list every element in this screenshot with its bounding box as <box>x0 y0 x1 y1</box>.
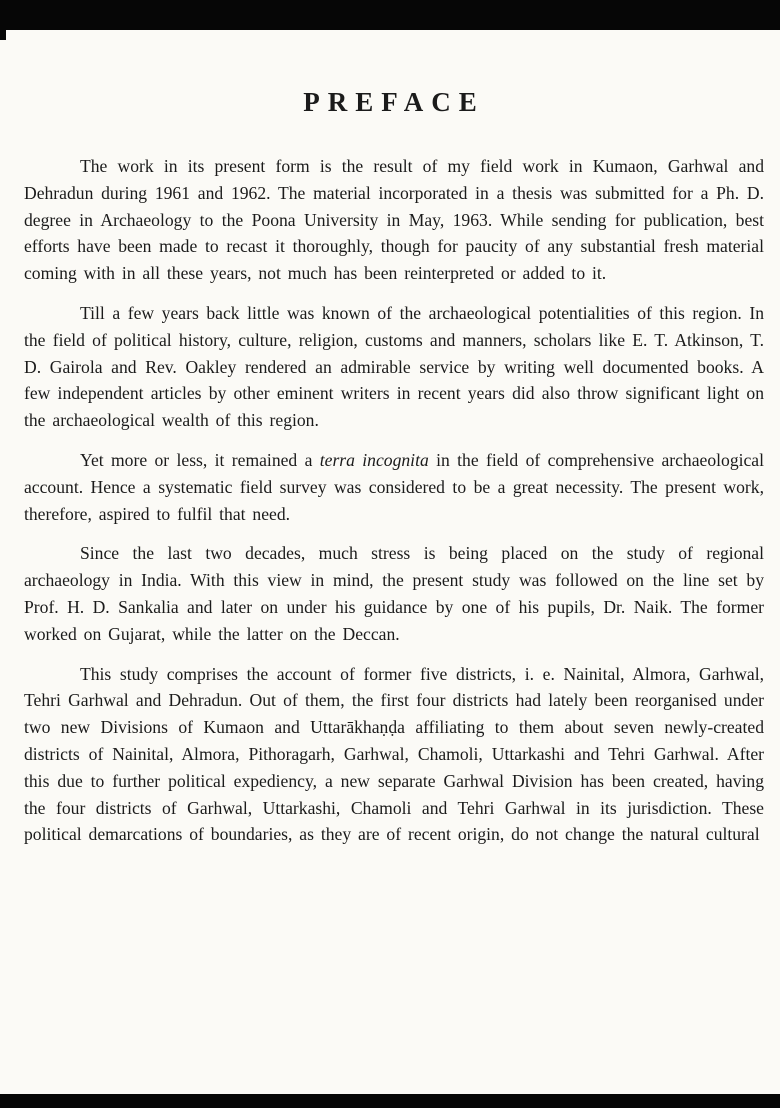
page-title: PREFACE <box>303 87 485 117</box>
scan-artifact-top-bar <box>0 0 780 30</box>
paragraph-text: in the field of comprehensive archaeological account. Hence a systematic field survey was considered to be a great necessity. The present work, therefore, aspired to fulfil that need. <box>24 449 765 524</box>
paragraph-regional-archaeology: Since the last two decades, much stress is being placed on the study of regional archaeology in India. With this view in mind, the present study was followed on the line set by Prof. H. D. Sankalia and later on under his guidance by one of his pupils, Dr. Naik. The former worked on Gujarat, while the latter on the Deccan. <box>24 543 764 644</box>
page-content <box>24 30 764 861</box>
paragraph-terra-incognita <box>24 447 764 527</box>
paragraph-text: Yet more or less, it remained a <box>80 449 320 470</box>
latin-phrase: terra incognita <box>319 449 429 470</box>
scan-artifact-bottom-bar <box>0 1094 780 1108</box>
paragraph-prior-scholarship: Till a few years back little was known of the archaeological potentialities of this region. In the field of political history, culture, religion, customs and manners, scholars like E. T. Atkinson, T. D. Gairola and Rev. Oakley rendered an admirable service by writing well documented books. A few independent articles by other eminent writers in recent years did also throw significant light on the archaeological wealth of this region. <box>24 302 764 431</box>
paragraph-fieldwork: The work in its present form is the result of my field work in Kumaon, Garhwal and Dehradun during 1961 and 1962. The material incorporated in a thesis was submitted for a Ph. D. degree in Archaeology to the Poona University in May, 1963. While sending for publication, best efforts have been made to recast it thoroughly, though for paucity of any substantial fresh material coming with in all these years, not much has been reinterpreted or added to it. <box>24 156 764 284</box>
paragraph-districts: This study comprises the account of former five districts, i. e. Nainital, Almora, Garhwal, Tehri Garhwal and Dehradun. Out of them, the first four districts had lately been reorganised under two new Divisions of Kumaon and Uttarākhaṇḍa affiliating to them about seven newly-created districts of Nainital, Almora, Pithoragarh, Garhwal, Chamoli, Uttarkashi and Tehri Garhwal. After this due to further political expediency, a new separate Garhwal Division has been created, having the four districts of Garhwal, Uttarkashi, Chamoli and Tehri Garhwal in its jurisdiction. These political demarcations of boundaries, as they are of recent origin, do not change the natural cultural <box>24 663 764 845</box>
